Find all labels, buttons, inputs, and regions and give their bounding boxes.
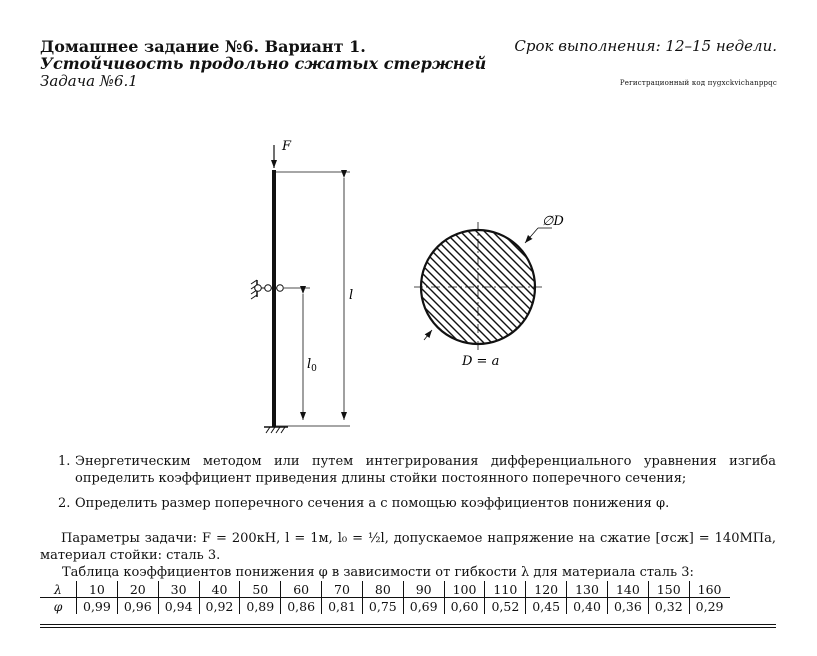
- parameters-text: Параметры задачи: F = 200кН, l = 1м, l₀ = ½l, допускаемое напряжение на сжатие [σсж] = 140МПа, материал стойки: сталь 3.: [40, 531, 776, 563]
- force-label: F: [282, 139, 292, 154]
- diameter-leader-lower: [424, 330, 432, 340]
- phi-cell: 0,92: [199, 598, 240, 615]
- lambda-cell: 60: [281, 581, 322, 598]
- assignment-title: Домашнее задание №6. Вариант 1.: [40, 37, 366, 56]
- task-number: Задача №6.1: [40, 72, 138, 90]
- phi-row: [40, 598, 730, 615]
- lambda-row: [40, 581, 730, 598]
- bottom-rule-2: [40, 627, 776, 628]
- table-caption: Таблица коэффициентов понижения φ в зависимости от гибкости λ для материала сталь 3:: [62, 565, 694, 580]
- lambda-cell: 30: [158, 581, 199, 598]
- phi-cell: 0,89: [240, 598, 281, 615]
- lambda-cell: 40: [199, 581, 240, 598]
- phi-cell: 0,45: [526, 598, 567, 615]
- diameter-leader: [525, 228, 538, 243]
- phi-cell: 0,40: [567, 598, 608, 615]
- task-item-1: 1. Энергетическим методом или путем интегрирования дифференциального уравнения изгиба определить коэффициент приведения длины стойки постоянного поперечного сечения;: [58, 454, 776, 486]
- lambda-cell: 50: [240, 581, 281, 598]
- lambda-cell: 140: [607, 581, 648, 598]
- phi-cell: 0,94: [158, 598, 199, 615]
- phi-cell: 0,86: [281, 598, 322, 615]
- lambda-cell: 120: [526, 581, 567, 598]
- phi-cell: 0,75: [362, 598, 403, 615]
- registration-code: Регистрационный код пуgxckvichanppqc: [619, 79, 777, 87]
- lambda-cell: 160: [689, 581, 729, 598]
- intermediate-support: [251, 280, 283, 299]
- lambda-cell: 10: [77, 581, 118, 598]
- phi-cell: 0,32: [648, 598, 689, 615]
- lambda-cell: 80: [362, 581, 403, 598]
- phi-cell: 0,52: [485, 598, 526, 615]
- lambda-cell: 20: [117, 581, 158, 598]
- length-label: l: [349, 288, 354, 303]
- phi-cell: 0,81: [322, 598, 363, 615]
- bottom-rule-1: [40, 624, 776, 625]
- diameter-label: ∅D: [542, 214, 564, 229]
- phi-header: φ: [53, 598, 63, 614]
- lambda-cell: 90: [403, 581, 444, 598]
- phi-cell: 0,69: [403, 598, 444, 615]
- lambda-cell: 110: [485, 581, 526, 598]
- phi-cell: 0,96: [117, 598, 158, 615]
- lambda-cell: 130: [567, 581, 608, 598]
- task-item-2: 2. Определить размер поперечного сечения a с помощью коэффициентов понижения φ.: [58, 496, 670, 511]
- lambda-cell: 70: [322, 581, 363, 598]
- task-list: [58, 453, 776, 520]
- deadline-text: Срок выполнения: 12–15 недели.: [514, 37, 777, 55]
- section-hatching: [278, 217, 674, 357]
- lambda-cell: 150: [648, 581, 689, 598]
- phi-cell: 0,29: [689, 598, 729, 615]
- coefficients-table: [40, 581, 730, 614]
- fixed-support-base: [264, 427, 288, 433]
- phi-cell: 0,99: [77, 598, 118, 615]
- assignment-topic: Устойчивость продольно сжатых стержней: [40, 54, 487, 73]
- lower-length-label: $l_0$: [307, 357, 317, 374]
- phi-cell: 0,36: [607, 598, 648, 615]
- section-caption: D = a: [462, 354, 500, 369]
- lambda-header: λ: [40, 581, 77, 598]
- lambda-cell: 100: [444, 581, 485, 598]
- phi-cell: 0,60: [444, 598, 485, 615]
